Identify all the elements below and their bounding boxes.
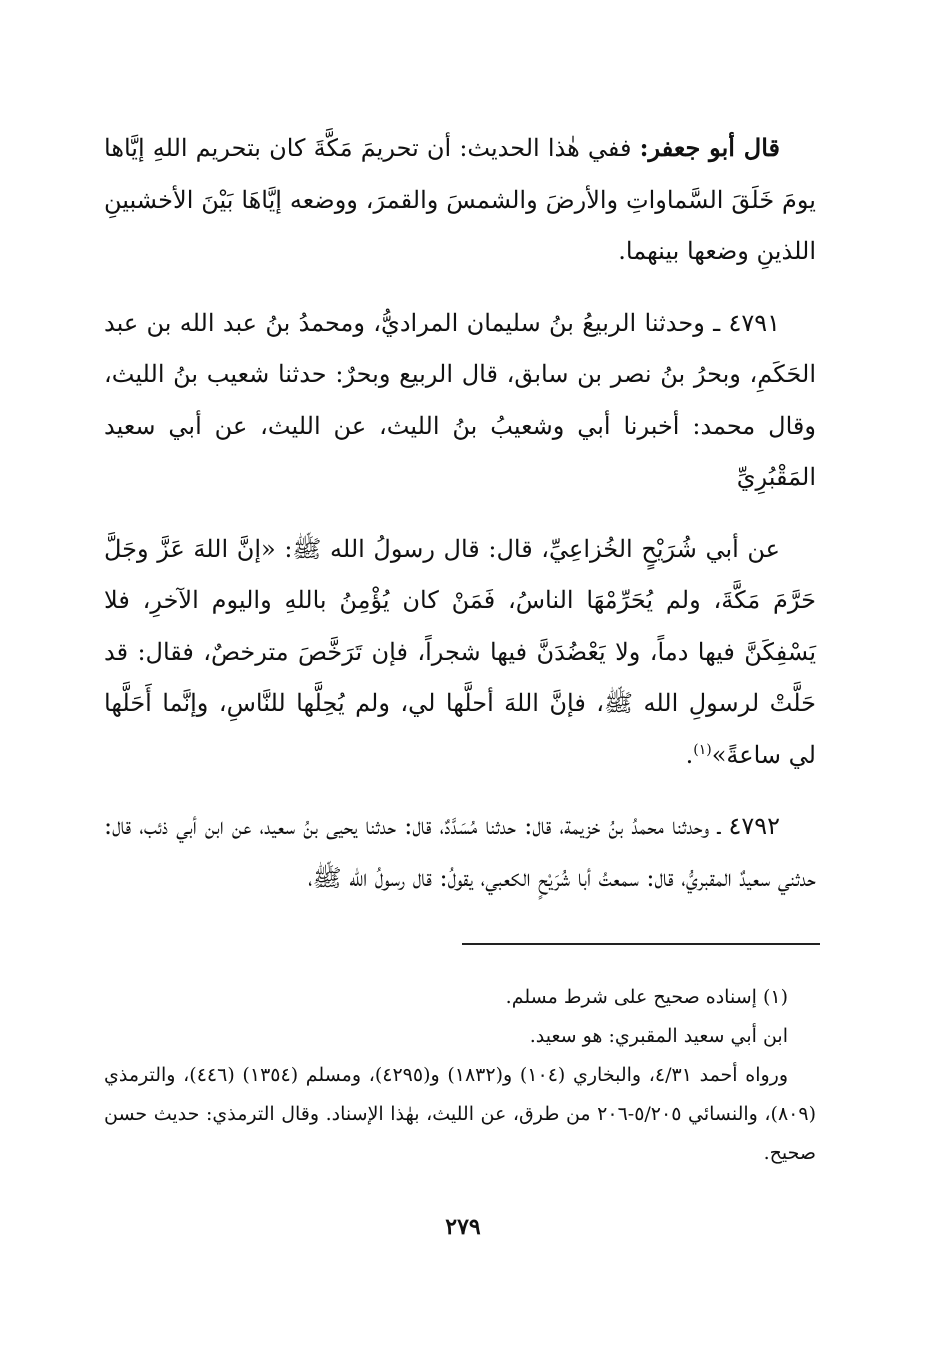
paragraph-tail: .: [685, 740, 694, 769]
paragraph-hadith-4791: [104, 298, 816, 504]
footnote-line: ورواه أحمد ٤/٣١، والبخاري (١٠٤) و(١٨٣٢) و(٤٢٩٥)، ومسلم (١٣٥٤) (٤٤٦)، والترمذي (٨٠٩)، والنسائي ٥/٢٠٥-٢٠٦ من طرق، عن الليث، بهٰذا الإسناد. وقال الترمذي: حديث حسن صحيح.: [104, 1064, 816, 1164]
paragraph-body: ٤٧٩٢ ـ وحدثنا محمدُ بنُ خزيمة، قال: حدثنا مُسَدَّدٌ، قال: حدثنا يحيى بنُ سعيد، عن ابن أبي ذئب، قال: حدثني سعيدٌ المقبريُّ، قال: سمعتُ أبا شُرَيْحٍ الكعبي، يقولُ: قال رسولُ الله ﷺ،: [104, 812, 816, 892]
footnote-divider: [462, 943, 820, 945]
paragraph-body: عن أبي شُرَيْحٍ الخُزاعِيِّ، قال: قال رسولُ الله ﷺ: «إنَّ اللهَ عَزَّ وجَلَّ حَرَّمَ مَكَّةَ، ولم يُحَرِّمْهَا الناسُ، فَمَنْ كان يُؤْمِنُ باللهِ واليوم الآخرِ، فلا يَسْفِكَنَّ فيها دماً، ولا يَعْضُدَنَّ فيها شجراً، فإن تَرَخَّصَ مترخصٌ، فقال: قد حَلَّتْ لرسولِ الله ﷺ، فإنَّ اللهَ أحلَّها لي، ولم يُحِلَّها للنَّاسِ، وإنَّما أَحَلَّها لي ساعةً»: [104, 534, 816, 769]
main-text: [104, 122, 816, 924]
paragraph-hadith-4792: [104, 801, 816, 904]
paragraph-hadith-text: [104, 524, 816, 782]
paragraph-body: ٤٧٩١ ـ وحدثنا الربيعُ بنُ سليمان المراديُّ، ومحمدُ بنُ عبد الله بن عبد الحَكَمِ، وبحرُ بنُ نصر بن سابق، قال الربيع وبحرٌ: حدثنا شعيب بنُ الليث، وقال محمد: أخبرنا أبي وشعيبُ بنُ الليث، عن الليث، عن أبي سعيد المَقْبُرِيِّ: [104, 308, 816, 491]
paragraph-lead: قال أبو جعفر:: [639, 133, 780, 162]
paragraph-abu-jafar: [104, 122, 816, 278]
footnote-line: (١) إسناده صحيح على شرط مسلم.: [505, 986, 788, 1008]
footnotes: [104, 978, 816, 1173]
footnote-line: ابن أبي سعيد المقبري: هو سعيد.: [529, 1025, 788, 1047]
page-number: ٢٧٩: [445, 1214, 481, 1240]
footnote-ref[interactable]: (١): [693, 741, 712, 758]
paragraph-body: ففي هٰذا الحديث: أن تحريمَ مَكَّةَ كان بتحريم اللهِ إيَّاها يومَ خَلَقَ السَّماواتِ والأرضَ والشمسَ والقمرَ، ووضعه إيَّاهَا بَيْنَ الأخشبينِ اللذينِ وضعها بينهما.: [104, 134, 816, 265]
